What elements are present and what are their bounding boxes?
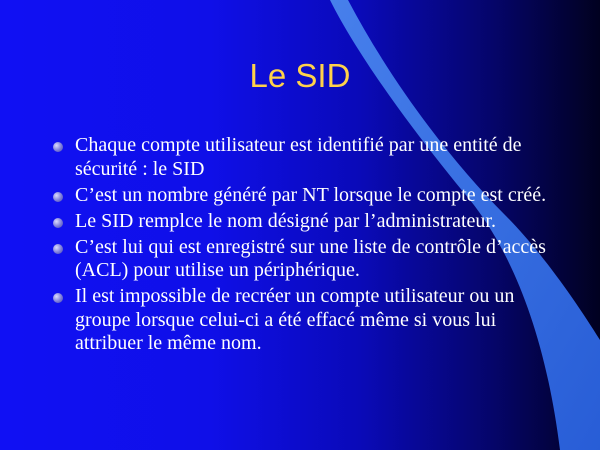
bullet-icon [53, 293, 63, 303]
slide-title: Le SID [249, 57, 351, 94]
list-item [51, 285, 551, 356]
bullet-icon [53, 218, 63, 228]
bullet-icon [53, 192, 63, 202]
bullet-list [51, 134, 551, 358]
list-item [51, 184, 551, 208]
bullet-icon [53, 142, 63, 152]
bullet-icon [53, 244, 63, 254]
bullet-text: C’est un nombre généré par NT lorsque le compte est créé. [75, 183, 547, 206]
list-item [51, 210, 551, 234]
list-item [51, 236, 551, 283]
bullet-text: Chaque compte utilisateur est identifié par une entité de sécurité : le SID [75, 134, 522, 180]
bullet-text: Il est impossible de recréer un compte utilisateur ou un groupe lorsque celui-ci a été effacé même si vous lui attribuer le même nom. [75, 285, 515, 354]
bullet-text: Le SID remplce le nom désigné par l’administrateur. [75, 209, 496, 232]
list-item [51, 134, 551, 181]
bullet-text: C’est lui qui est enregistré sur une liste de contrôle d’accès (ACL) pour utilise un périphérique. [75, 235, 546, 281]
